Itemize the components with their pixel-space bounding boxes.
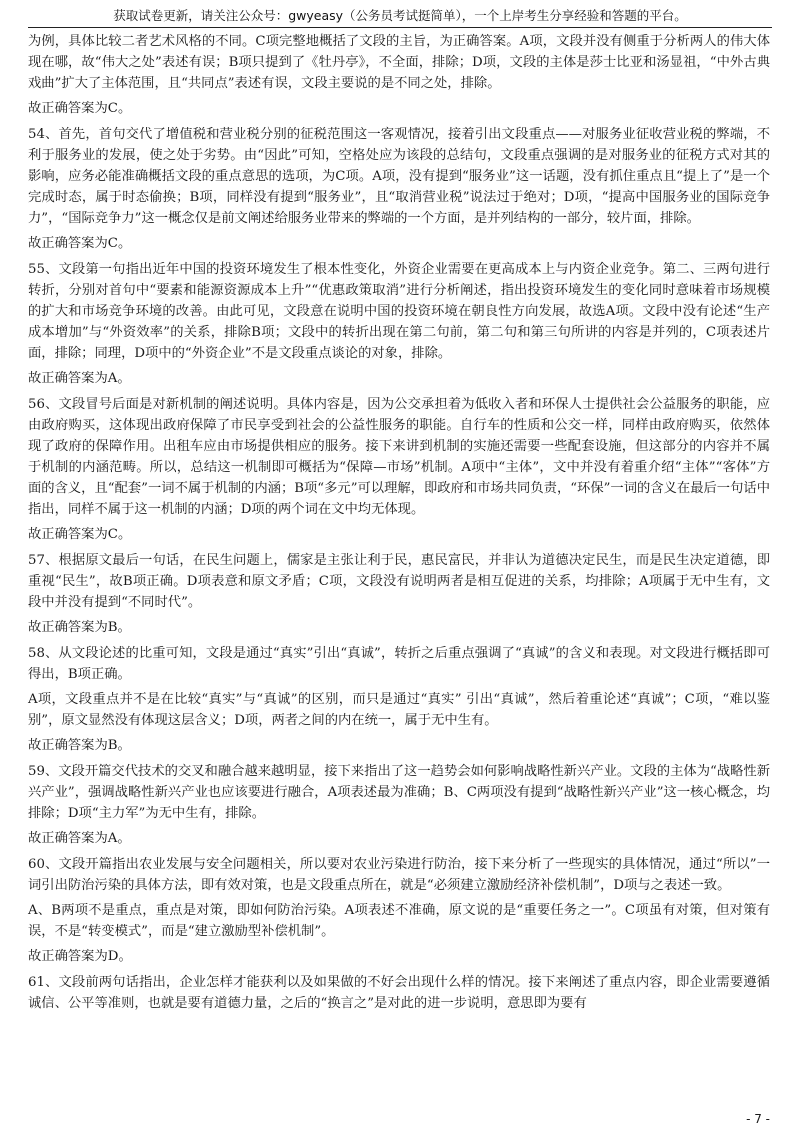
paragraph: 55、文段第一句指出近年中国的投资环境发生了根本性变化，外资企业需要在更高成本上与内资企业竞争。第二、三两句进行转折，分别对首句中“要素和能源资源成本上升”“优惠政策取消”进行分析阐述，指出投资环境发生的变化同时意味着市场规模的扩大和市场竞争环境的改善。由此可见，文段意在说明中国的投资环境在朝良性方向发展，故选A项。文段中没有论述“生产成本增加”与“外资效率”的关系，排除B项；文段中的转折出现在第二句前，第二句和第三句所讲的内容是并列的，C项表述片面，排除；同理，D项中的“外资企业”不是文段重点谈论的对象，排除。 — [28, 262, 770, 361]
paragraph: 54、首先，首句交代了增值税和营业税分别的征税范围这一客观情况，接着引出文段重点——对服务业征收营业税的弊端，不利于服务业的发展，使之处于劣势。由“因此”可知，空格处应为该段的总结句，文段重点强调的是对服务业的征税方式对其的影响，应务必能准确概括文段的重点意思的选项，为C项。A项，没有提到“服务业”这一话题，没有抓住重点且“提上了”是一个完成时态，属于时态偷换；B项，同样没有提到“服务业”，且“取消营业税”说法过于绝对；D项，“提高中国服务业的国际竞争力”，“国际竞争力”这一概念仅是前文阐述给服务业带来的弊端的一个方面，是并列结构的一部分，较片面，排除。 — [28, 127, 770, 226]
answer-line: 故正确答案为C。 — [28, 101, 132, 116]
paragraph: 为例，具体比较二者艺术风格的不同。C项完整地概括了文段的主旨，为正确答案。A项，文段并没有侧重于分析两人的伟大体现在哪，故“伟大之处”表述有误；B项只提到了《牡丹亭》，不全面，排除；D项，文段的主体是莎士比亚和汤显祖，“中外古典戏曲”扩大了主体范围，且“共同点”表述有误，文段主要说的是不同之处，排除。 — [28, 34, 770, 91]
paragraph: 59、文段开篇交代技术的交叉和融合越来越明显，接下来指出了这一趋势会如何影响战略性新兴产业。文段的主体为“战略性新兴产业”，强调战略性新兴产业也应该要进行融合，A项表述最为准确；B、C两项没有提到“战略性新兴产业”这一核心概念，均排除；D项“主力军”为无中生有，排除。 — [28, 764, 770, 821]
paragraph: 58、从文段论述的比重可知，文段是通过“真实”引出“真诚”，转折之后重点强调了“真诚”的含义和表现。对文段进行概括即可得出，B项正确。 — [28, 646, 770, 682]
answer-line: 故正确答案为A。 — [28, 371, 131, 386]
paragraph: A、B两项不是重点，重点是对策，即如何防治污染。A项表述不准确，原文说的是“重要任务之一”。C项虽有对策，但对策有误，不是“转变模式”，而是“建立激励型补偿机制”。 — [28, 903, 770, 939]
page-number: - 7 - — [746, 1112, 770, 1126]
paragraph: A项，文段重点并不是在比较“真实”与“真诚”的区别，而只是通过“真实” 引出“真诚”，然后着重论述“真诚”；C项，“难以鉴别”，原文显然没有体现这层含义；D项，两者之间的内在统一，属于无中生有。 — [28, 692, 770, 728]
answer-line: 故正确答案为C。 — [28, 236, 132, 251]
paragraph: 61、文段前两句话指出，企业怎样才能获利以及如果做的不好会出现什么样的情况。接下来阐述了重点内容，即企业需要遵循诚信、公平等准则，也就是要有道德力量，之后的“换言之”是对此的进一步说明，意思即为要有 — [28, 975, 770, 1011]
paragraph: 57、根据原文最后一句话，在民生问题上，儒家是主张让利于民，惠民富民，并非认为道德决定民生，而是民生决定道德，即重视“民生”，故B项正确。D项表意和原文矛盾；C项，文段没有说明两者是相互促进的关系，均排除；A项属于无中生有，文段中并没有提到“不同时代”。 — [28, 553, 770, 610]
paragraph: 60、文段开篇指出农业发展与安全问题相关，所以要对农业污染进行防治，接下来分析了一些现实的具体情况，通过“所以”一词引出防治污染的具体方法，即有效对策，也是文段重点所在，就是“必须建立激励经济补偿机制”，D项与之表述一致。 — [28, 857, 770, 893]
header-divider — [28, 27, 772, 28]
answer-line: 故正确答案为B。 — [28, 738, 131, 753]
answer-line: 故正确答案为C。 — [28, 527, 132, 542]
paragraph: 56、文段冒号后面是对新机制的阐述说明。具体内容是，因为公交承担着为低收入者和环保人士提供社会公益服务的职能，应由政府购买，这体现出政府保障了市民享受到社会的公益性服务的职能。自行车的性质和公交一样，同样由政府购买，依然体现了政府的保障作用。出租车应由市场提供相应的服务。接下来讲到机制的实施还需要一些配套设施，但这部分的内容并不属于机制的内涵范畴。所以，总结这一机制即可概括为“保障—市场”机制。A项中“主体”，文中并没有着重介绍“主体”“客体”方面的含义，且“配套”一词不属于机制的内涵；B项“多元”可以理解，即政府和市场共同负责，“环保”一词的含义在最后一句话中指出，同样不属于这一机制的内涵；D项的两个词在文中均无体现。 — [28, 397, 770, 517]
answer-line: 故正确答案为D。 — [28, 949, 132, 964]
answer-line: 故正确答案为B。 — [28, 620, 131, 635]
document-body — [28, 31, 770, 1018]
answer-line: 故正确答案为A。 — [28, 831, 131, 846]
page-header: 获取试卷更新，请关注公众号：gwyeasy（公务员考试挺简单），一个上岸考生分享经验和答题的平台。 — [113, 8, 687, 23]
